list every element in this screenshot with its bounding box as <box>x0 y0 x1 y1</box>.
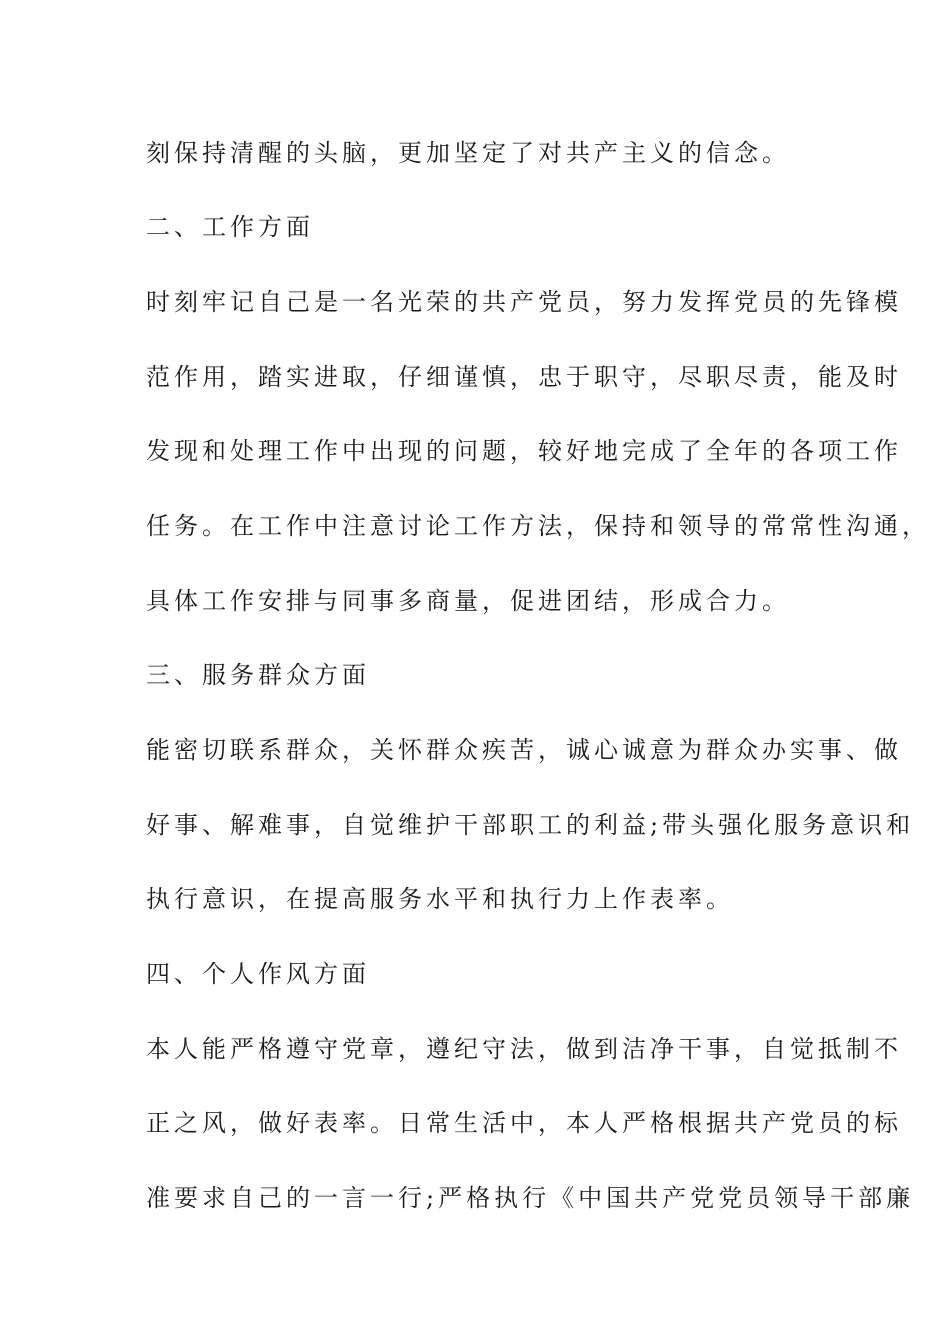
section-heading-service: 三、服务群众方面 <box>146 661 370 689</box>
body-text-line: 范作用，踏实进取，仔细谨慎，忠于职守，尽职尽责，能及时 <box>146 363 902 391</box>
body-text-line: 好事、解难事，自觉维护干部职工的利益;带头强化服务意识和 <box>146 811 915 839</box>
body-text-line: 具体工作安排与同事多商量，促进团结，形成合力。 <box>146 587 790 615</box>
section-heading-work: 二、工作方面 <box>146 213 314 241</box>
section-heading-conduct: 四、个人作风方面 <box>146 960 370 988</box>
body-text-line: 任务。在工作中注意讨论工作方法，保持和领导的常常性沟通， <box>146 512 930 540</box>
body-text-line: 发现和处理工作中出现的问题，较好地完成了全年的各项工作 <box>146 437 902 465</box>
body-text-line: 时刻牢记自己是一名光荣的共产党员，努力发挥党员的先锋模 <box>146 288 902 316</box>
body-text-line: 刻保持清醒的头脑，更加坚定了对共产主义的信念。 <box>146 139 790 167</box>
body-text-line: 执行意识，在提高服务水平和执行力上作表率。 <box>146 885 734 913</box>
body-text-line: 正之风，做好表率。日常生活中，本人严格根据共产党员的标 <box>146 1109 902 1137</box>
body-text-line: 准要求自己的一言一行;严格执行《中国共产党党员领导干部廉 <box>146 1184 915 1212</box>
body-text-line: 本人能严格遵守党章，遵纪守法，做到洁净干事，自觉抵制不 <box>146 1035 902 1063</box>
body-text-line: 能密切联系群众，关怀群众疾苦，诚心诚意为群众办实事、做 <box>146 736 902 764</box>
